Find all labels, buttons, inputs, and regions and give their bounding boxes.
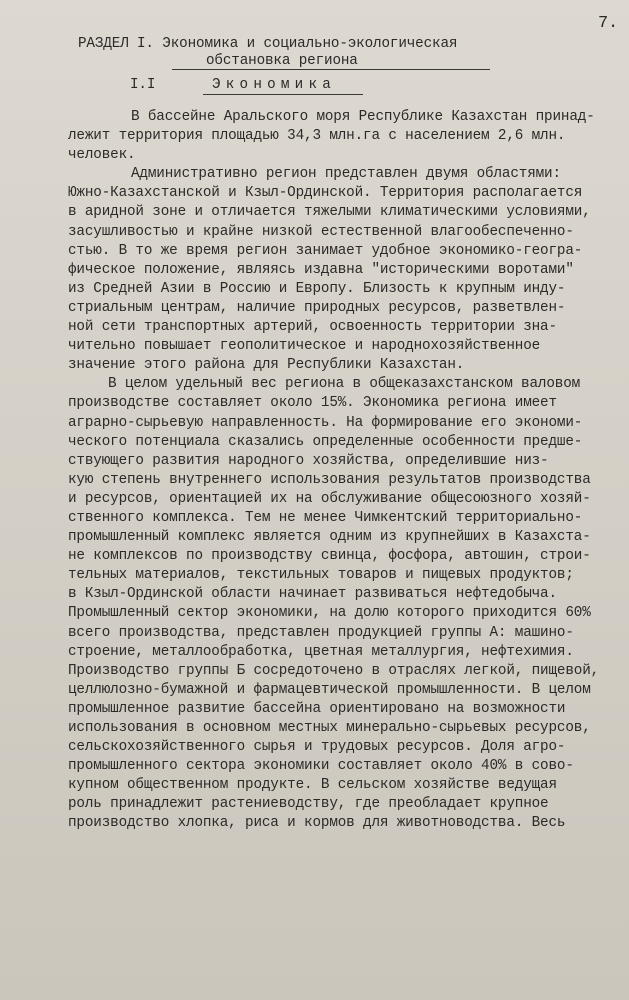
text-line: промышленный комплекс является одним из крупнейших в Казахста- bbox=[68, 529, 591, 546]
text-line: в Кзыл-Ординской области начинает развиваться нефтедобыча. bbox=[68, 586, 557, 603]
section-heading-underline bbox=[172, 69, 490, 70]
text-line: В бассейне Аральского моря Республике Казахстан принад- bbox=[131, 109, 595, 125]
text-line: производство хлопка, риса и кормов для животноводства. Весь bbox=[68, 815, 566, 832]
text-line: ственного комплекса. Тем не менее Чимкентский территориально- bbox=[68, 509, 583, 526]
subsection-title: Экономика bbox=[212, 77, 337, 93]
text-line: В целом удельный вес региона в общеказахстанском валовом bbox=[108, 376, 581, 393]
text-line: в аридной зоне и отличается тяжелыми климатическими условиями, bbox=[68, 204, 591, 221]
text-line: фическое положение, являясь издавна "историческими воротами" bbox=[68, 261, 574, 278]
section-heading-continuation: обстановка региона bbox=[206, 53, 358, 69]
text-line: из Средней Азии в Россию и Европу. Близость к крупным инду- bbox=[68, 280, 566, 297]
page-number: 7. bbox=[598, 14, 619, 33]
text-line: целлюлозно-бумажной и фармацевтической промышленности. В целом bbox=[68, 681, 591, 698]
text-line: всего производства, представлен продукцией группы А: машино- bbox=[68, 624, 574, 641]
text-line: стью. В то же время регион занимает удобное экономико-геогра- bbox=[68, 242, 583, 259]
text-line: Промышленный сектор экономики, на долю которого приходится 60% bbox=[68, 605, 591, 622]
text-line: чительно повышает геополитическое и народнохозяйственное bbox=[68, 338, 541, 355]
text-line: тельных материалов, текстильных товаров и пищевых продуктов; bbox=[68, 567, 574, 584]
text-line: ной сети транспортных артерий, освоенность территории зна- bbox=[68, 319, 557, 336]
text-line: человек. bbox=[68, 147, 136, 164]
subsection-title-underline bbox=[203, 94, 363, 95]
text-line: Административно регион представлен двумя областями: bbox=[131, 166, 561, 183]
text-line: засушливостью и крайне низкой естественной влагообеспеченно- bbox=[68, 223, 574, 240]
text-line: промышленное развитие бассейна ориентировано на возможности bbox=[68, 700, 566, 717]
text-line: стриальным центрам, наличие природных ресурсов, разветвлен- bbox=[68, 299, 566, 316]
subsection-number: I.I bbox=[130, 77, 156, 93]
text-line: купном общественном продукте. В сельском хозяйстве ведущая bbox=[68, 777, 557, 794]
text-line: строение, металлообработка, цветная металлургия, нефтехимия. bbox=[68, 643, 574, 660]
text-line: ческого потенциала сказались определенные особенности предше- bbox=[68, 433, 583, 450]
text-line: не комплексов по производству свинца, фосфора, автошин, строи- bbox=[68, 548, 591, 565]
body-text bbox=[68, 108, 628, 834]
text-line: промышленного сектора экономики составляет около 40% в сово- bbox=[68, 758, 574, 775]
text-line: лежит территория площадью 34,3 млн.га с населением 2,6 млн. bbox=[68, 128, 566, 145]
text-line: аграрно-сырьевую направленность. На формирование его экономи- bbox=[68, 414, 583, 431]
text-line: производстве составляет около 15%. Экономика региона имеет bbox=[68, 395, 557, 412]
text-line: кую степень внутреннего использования результатов производства bbox=[68, 471, 591, 488]
section-heading: РАЗДЕЛ I. Экономика и социально-экологическая bbox=[78, 36, 458, 52]
text-line: Южно-Казахстанской и Кзыл-Ординской. Территория располагается bbox=[68, 185, 583, 202]
text-line: Производство группы Б сосредоточено в отраслях легкой, пищевой, bbox=[68, 662, 600, 679]
text-line: роль принадлежит растениеводству, где преобладает крупное bbox=[68, 796, 549, 813]
text-line: использования в основном местных минерально-сырьевых ресурсов, bbox=[68, 720, 591, 736]
text-line: ствующего развития народного хозяйства, определившие низ- bbox=[68, 452, 549, 469]
text-line: и ресурсов, ориентацией их на обслуживание общесоюзного хозяй- bbox=[68, 490, 591, 507]
text-line: сельскохозяйственного сырья и трудовых ресурсов. Доля агро- bbox=[68, 739, 566, 756]
text-line: значение этого района для Республики Казахстан. bbox=[68, 357, 465, 374]
